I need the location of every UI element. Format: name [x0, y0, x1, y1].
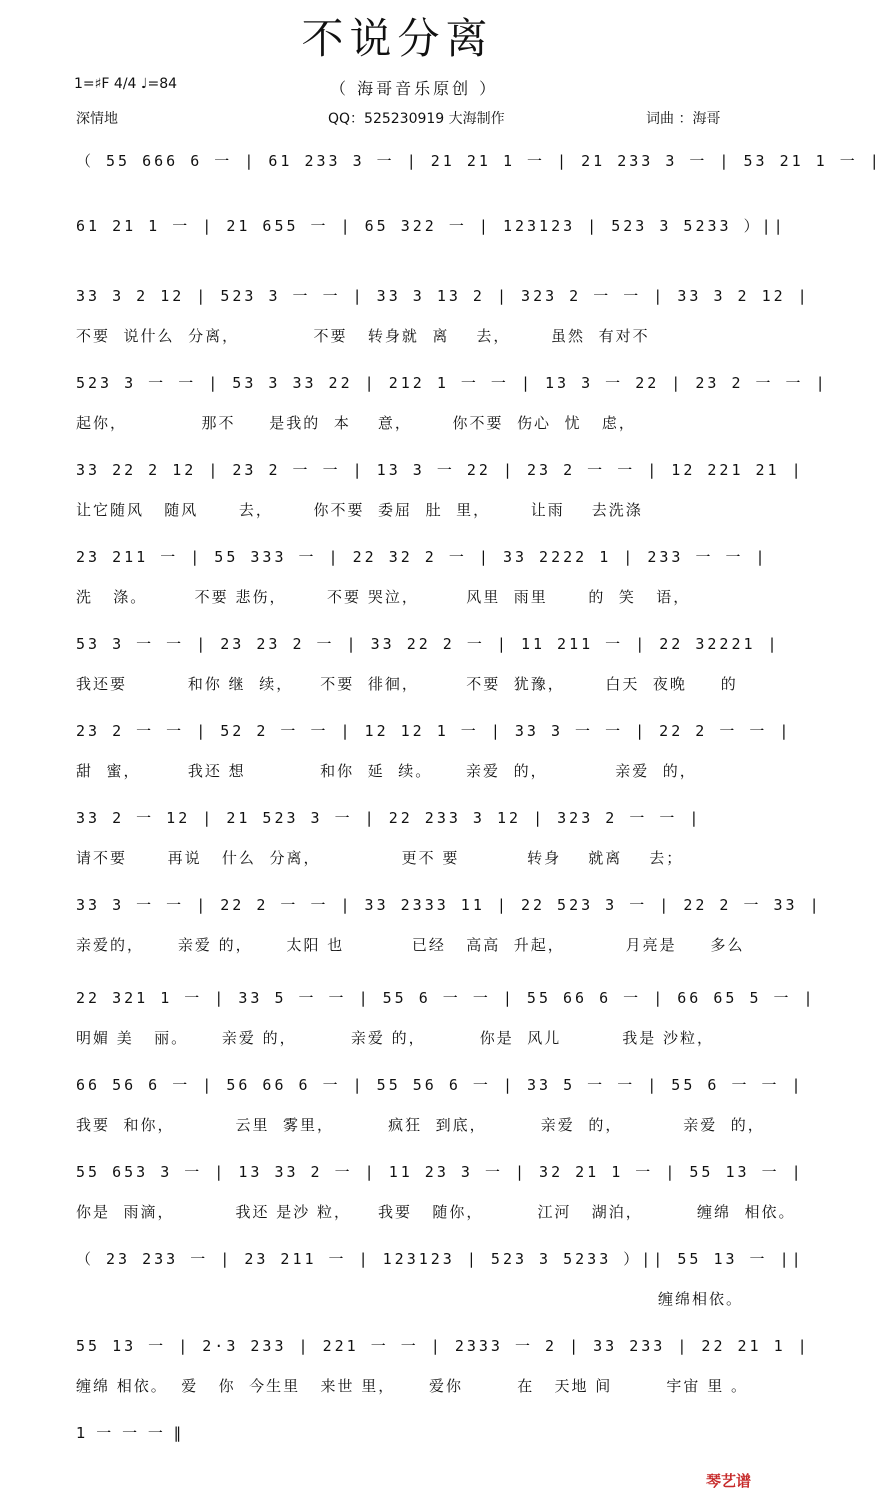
- key-signature: 1=♯F 4/4 ♩=84: [74, 76, 178, 92]
- lyric-line: 缠绵 相依。 爱 你 今生里 来世 里， 爱你 在 天地 间 宇宙 里 。: [76, 1377, 748, 1395]
- song-title: 不说分离: [301, 14, 494, 63]
- lyric-line: 不要 说什么 分离， 不要 转身就 离 去， 虽然 有对不: [76, 327, 650, 345]
- notation-line: 22 321 1 一 | 33 5 一 一 | 55 6 一 一 | 55 66 6 一 | 66 65 5 一 |: [76, 989, 816, 1007]
- score-row: [76, 633, 780, 694]
- author-credit: 词曲 ：海哥: [646, 111, 721, 127]
- notation-line: （ 55 666 6 一 | 61 233 3 一 | 21 21 1 一 | 21 233 3 一 | 53 21 1 一 |: [76, 152, 882, 170]
- lyric-line: 我还要 和你 继 续， 不要 徘徊， 不要 犹豫， 白天 夜晚 的: [76, 675, 738, 693]
- notation-line: 55 13 一 | 2·3 233 | 221 一 一 | 2333 一 2 | 33 233 | 22 21 1 |: [76, 1337, 810, 1355]
- notation-line: 66 56 6 一 | 56 66 6 一 | 55 56 6 一 | 33 5 一 一 | 55 6 一 一 |: [76, 1076, 804, 1094]
- score-row: [76, 1335, 810, 1396]
- score-row: [76, 459, 804, 520]
- lyric-line: 甜 蜜， 我还 想 和你 延 续。 亲爱 的， 亲爱 的，: [76, 762, 697, 780]
- notation-line: 23 2 一 一 | 52 2 一 一 | 12 12 1 一 | 33 3 一 一 | 22 2 一 一 |: [76, 722, 792, 740]
- score-row: [76, 285, 810, 346]
- lyric-line: 明媚 美 丽。 亲爱 的， 亲爱 的， 你是 风儿 我是 沙粒，: [76, 1029, 714, 1047]
- score-row: [76, 987, 816, 1048]
- song-subtitle: （ 海哥音乐原创 ）: [330, 79, 499, 98]
- notation-line: 55 653 3 一 | 13 33 2 一 | 11 23 3 一 | 32 21 1 一 | 55 13 一 |: [76, 1163, 804, 1181]
- lyric-line: 让它随风 随风 去， 你不要 委屈 肚 里， 让雨 去洗涤: [76, 501, 643, 519]
- score-row: [76, 894, 822, 955]
- score-row: [76, 150, 882, 190]
- notation-line: 61 21 1 一 | 21 655 一 | 65 322 一 | 123123 | 523 3 5233 ）||: [76, 217, 786, 235]
- notation-line: 33 2 一 12 | 21 523 3 一 | 22 233 3 12 | 323 2 一 一 |: [76, 809, 702, 827]
- notation-line: （ 23 233 一 | 23 211 一 | 123123 | 523 3 5233 ）|| 55 13 一 ||: [76, 1250, 804, 1268]
- notation-line: 33 3 2 12 | 523 3 一 一 | 33 3 13 2 | 323 2 一 一 | 33 3 2 12 |: [76, 287, 810, 305]
- lyric-line: 起你， 那不 是我的 本 意， 你不要 伤心 忧 虑，: [76, 414, 636, 432]
- score-row: [76, 807, 738, 868]
- score-row: [76, 546, 768, 607]
- score-row: [76, 1248, 804, 1309]
- score-row: [76, 720, 792, 781]
- lyric-line: 请不要 再说 什么 分离， 更不 要 转身 就离 去；: [76, 849, 684, 867]
- notation-line: 53 3 一 一 | 23 23 2 一 | 33 22 2 一 | 11 211 一 | 22 32221 |: [76, 635, 780, 653]
- notation-line: 33 22 2 12 | 23 2 一 一 | 13 3 一 22 | 23 2 一 一 | 12 221 21 |: [76, 461, 804, 479]
- performance-mode: 深情地: [76, 111, 118, 127]
- lyric-line: 洗 涤。 不要 悲伤， 不要 哭泣， 风里 雨里 的 笑 语，: [76, 588, 691, 606]
- score-row: [76, 372, 828, 433]
- score-row: [76, 215, 786, 255]
- qq-credit: QQ：525230919 大海制作: [328, 111, 505, 127]
- notation-line: 523 3 一 一 | 53 3 33 22 | 212 1 一 一 | 13 3 一 22 | 23 2 一 一 |: [76, 374, 828, 392]
- notation-line: 33 3 一 一 | 22 2 一 一 | 33 2333 11 | 22 523 3 一 | 22 2 一 33 |: [76, 896, 822, 914]
- lyric-line: 你是 雨滴， 我还 是沙 粒， 我要 随你， 江河 湖泊， 缠绵 相依。: [76, 1203, 796, 1221]
- site-logo: 琴艺谱: [706, 1472, 752, 1490]
- lyric-line: 我要 和你， 云里 雾里， 疯狂 到底， 亲爱 的， 亲爱 的，: [76, 1116, 765, 1134]
- lyric-line: 缠绵相依。: [76, 1290, 744, 1308]
- lyric-line: 亲爱的， 亲爱 的， 太阳 也 已经 高高 升起， 月亮是 多么: [76, 936, 745, 954]
- notation-line: 23 211 一 | 55 333 一 | 22 32 2 一 | 33 2222 1 | 233 一 一 |: [76, 548, 768, 566]
- score-row: [76, 1161, 804, 1222]
- ending-notation: 1 一 一 一 ‖: [76, 1424, 185, 1442]
- score-row: [76, 1074, 804, 1135]
